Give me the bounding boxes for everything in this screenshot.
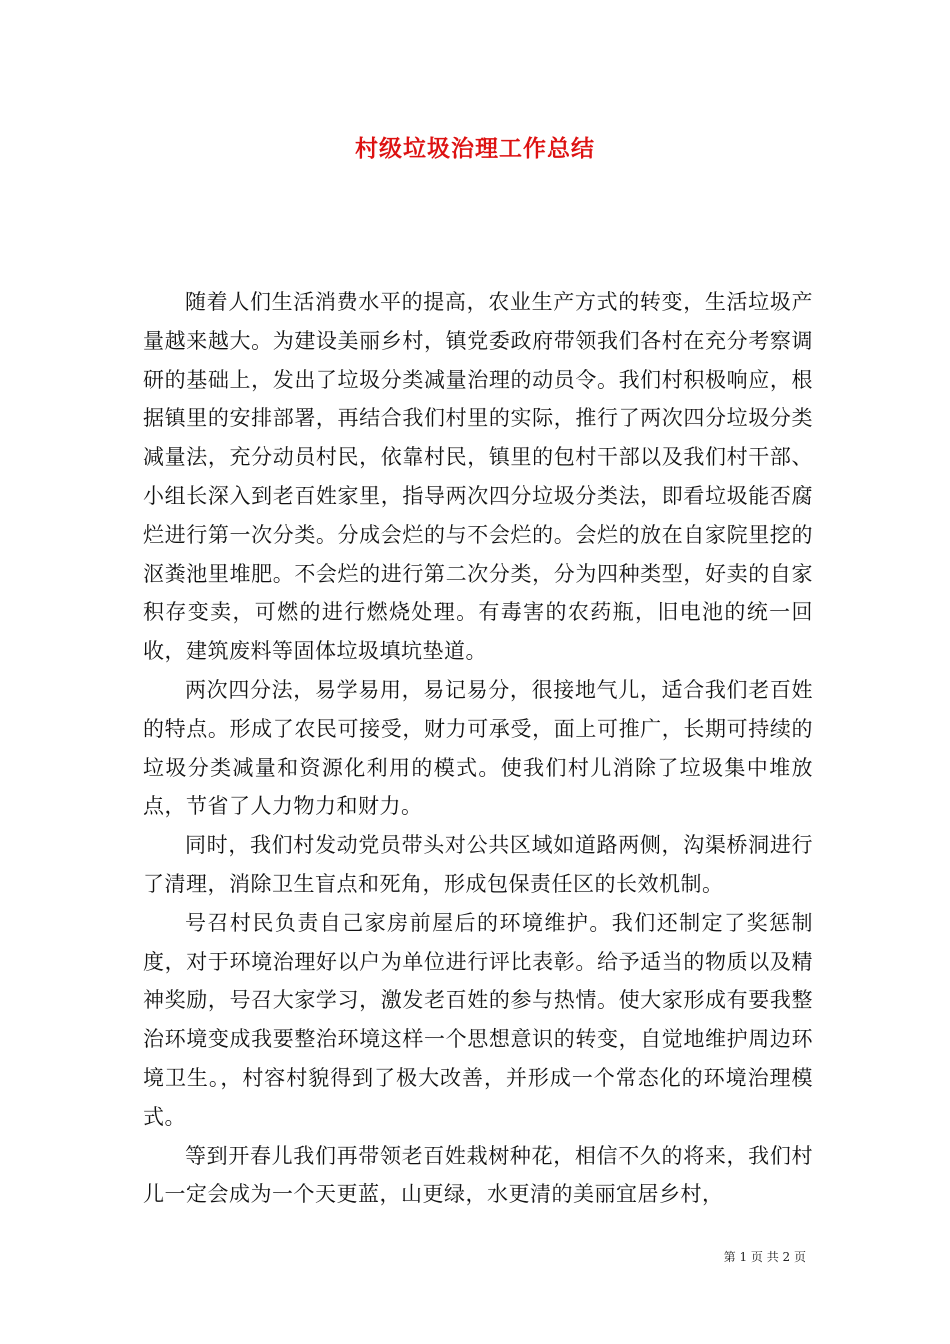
paragraph: 同时，我们村发动党员带头对公共区域如道路两侧，沟渠桥洞进行了清理，消除卫生盲点和死角，形成包保责任区的长效机制。 <box>143 833 813 896</box>
document-title: 村级垃圾治理工作总结 <box>355 135 595 162</box>
document-body <box>143 283 813 1214</box>
paragraph: 号召村民负责自己家房前屋后的环境维护。我们还制定了奖惩制度，对于环境治理好以户为单位进行评比表彰。给予适当的物质以及精神奖励，号召大家学习，激发老百姓的参与热情。使大家形成有要我整治环境变成我要整治环境这样一个思想意识的转变，自觉地维护周边环境卫生。，村容村貌得到了极大改善，并形成一个常态化的环境治理模式。 <box>143 910 813 1129</box>
paragraph: 两次四分法，易学易用，易记易分，很接地气儿，适合我们老百姓的特点。形成了农民可接受，财力可承受，面上可推广，长期可持续的垃圾分类减量和资源化利用的模式。使我们村儿消除了垃圾集中堆放点，节省了人力物力和财力。 <box>143 677 813 819</box>
page-number: 第 1 页 共 2 页 <box>723 1250 806 1264</box>
paragraph: 等到开春儿我们再带领老百姓栽树种花，相信不久的将来，我们村儿一定会成为一个天更蓝，山更绿，水更清的美丽宜居乡村， <box>143 1143 813 1207</box>
paragraph: 随着人们生活消费水平的提高，农业生产方式的转变，生活垃圾产量越来越大。为建设美丽乡村，镇党委政府带领我们各村在充分考察调研的基础上，发出了垃圾分类减量治理的动员令。我们村积极响应，根据镇里的安排部署，再结合我们村里的实际，推行了两次四分垃圾分类减量法，充分动员村民，依靠村民，镇里的包村干部以及我们村干部、小组长深入到老百姓家里，指导两次四分垃圾分类法，即看垃圾能否腐烂进行第一次分类。分成会烂的与不会烂的。会烂的放在自家院里挖的沤粪池里堆肥。不会烂的进行第二次分类，分为四种类型，好卖的自家积存变卖，可燃的进行燃烧处理。有毒害的农药瓶，旧电池的统一回收，建筑废料等固体垃圾填坑垫道。 <box>143 290 813 664</box>
